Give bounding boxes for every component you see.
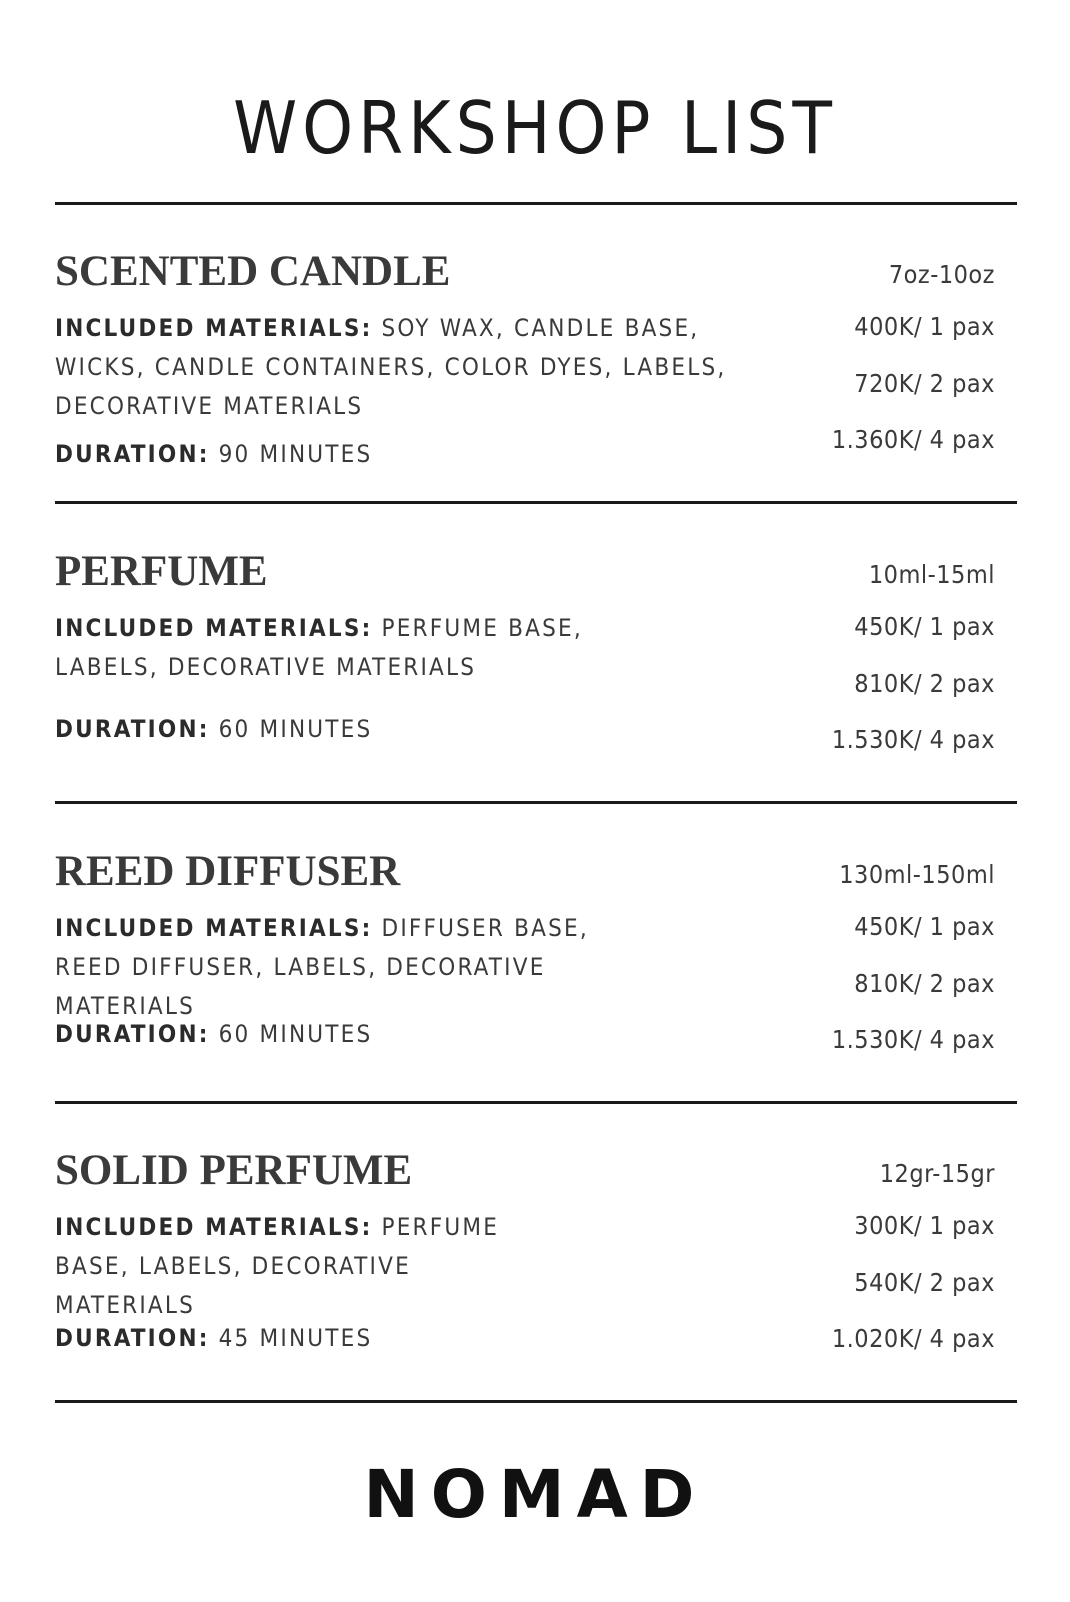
- divider: [55, 202, 1017, 205]
- workshop-reed-diffuser: [55, 847, 995, 1087]
- size-range: 12gr-15gr: [879, 1159, 995, 1188]
- materials-value: DIFFUSER BASE, REED DIFFUSER, LABELS, DECORATIVE MATERIALS: [55, 914, 589, 1020]
- price-2-pax: 810K/ 2 pax: [854, 669, 995, 698]
- duration-value: 90 MINUTES: [218, 440, 373, 468]
- divider: [55, 801, 1017, 804]
- workshop-scented-candle: [55, 247, 995, 487]
- materials-label: INCLUDED MATERIALS:: [55, 314, 373, 342]
- duration-value: 45 MINUTES: [218, 1324, 373, 1352]
- duration-text: [55, 1015, 372, 1054]
- price-2-pax: 810K/ 2 pax: [854, 969, 995, 998]
- divider: [55, 1101, 1017, 1104]
- price-1-pax: 300K/ 1 pax: [854, 1211, 995, 1240]
- page-title: WORKSHOP LIST: [233, 86, 837, 170]
- size-range: 10ml-15ml: [868, 560, 995, 589]
- price-4-pax: 1.530K/ 4 pax: [831, 725, 995, 754]
- divider: [55, 501, 1017, 504]
- section-title: REED DIFFUSER: [55, 848, 401, 895]
- materials-text: [55, 309, 735, 426]
- materials-value: PERFUME BASE, LABELS, DECORATIVE MATERIALS: [55, 1213, 500, 1319]
- size-range: 7oz-10oz: [888, 260, 995, 289]
- duration-label: DURATION:: [55, 440, 210, 468]
- divider: [55, 1400, 1017, 1403]
- duration-text: [55, 1319, 372, 1358]
- price-2-pax: 720K/ 2 pax: [854, 369, 995, 398]
- materials-label: INCLUDED MATERIALS:: [55, 1213, 373, 1241]
- size-range: 130ml-150ml: [839, 860, 995, 889]
- brand-logo: NOMAD: [363, 1456, 707, 1533]
- materials-text: [55, 609, 655, 687]
- section-title: PERFUME: [55, 548, 268, 595]
- price-1-pax: 450K/ 1 pax: [854, 612, 995, 641]
- section-title: SOLID PERFUME: [55, 1147, 413, 1194]
- materials-text: [55, 909, 615, 1026]
- duration-label: DURATION:: [55, 1020, 210, 1048]
- price-1-pax: 450K/ 1 pax: [854, 912, 995, 941]
- price-2-pax: 540K/ 2 pax: [854, 1268, 995, 1297]
- duration-label: DURATION:: [55, 715, 210, 743]
- duration-label: DURATION:: [55, 1324, 210, 1352]
- duration-text: [55, 710, 372, 749]
- materials-label: INCLUDED MATERIALS:: [55, 914, 373, 942]
- duration-value: 60 MINUTES: [218, 715, 373, 743]
- workshop-perfume: [55, 547, 995, 787]
- workshop-solid-perfume: [55, 1146, 995, 1386]
- price-1-pax: 400K/ 1 pax: [854, 312, 995, 341]
- section-title: SCENTED CANDLE: [55, 248, 451, 295]
- price-4-pax: 1.530K/ 4 pax: [831, 1025, 995, 1054]
- materials-value: PERFUME BASE, LABELS, DECORATIVE MATERIALS: [55, 614, 583, 681]
- duration-value: 60 MINUTES: [218, 1020, 373, 1048]
- materials-label: INCLUDED MATERIALS:: [55, 614, 373, 642]
- materials-value: SOY WAX, CANDLE BASE, WICKS, CANDLE CONTAINERS, COLOR DYES, LABELS, DECORATIVE MATERIALS: [55, 314, 727, 420]
- materials-text: [55, 1208, 555, 1325]
- price-4-pax: 1.360K/ 4 pax: [831, 425, 995, 454]
- price-4-pax: 1.020K/ 4 pax: [831, 1324, 995, 1353]
- duration-text: [55, 435, 372, 474]
